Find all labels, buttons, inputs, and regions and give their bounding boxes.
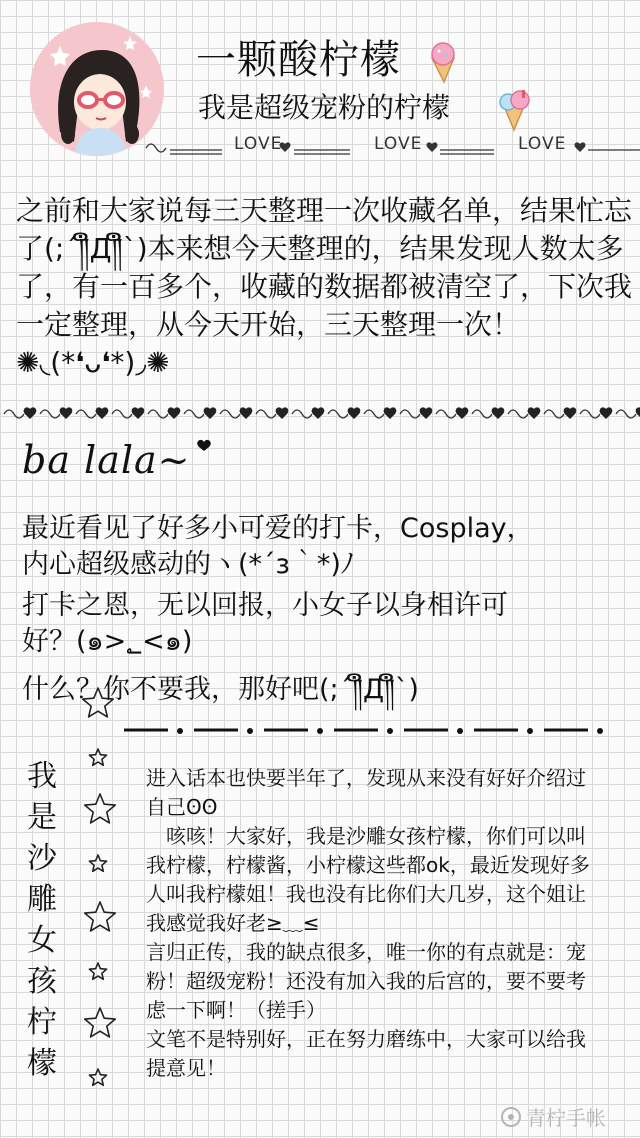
text-line: 最近看见了好多小可爱的打卡，Cosplay，	[22, 513, 534, 544]
heart-icon	[276, 407, 289, 419]
watermark-logo-icon	[500, 1106, 522, 1128]
star-icon	[85, 902, 115, 931]
star-icon	[89, 1069, 106, 1085]
vertical-title: 我是沙雕女孩柠檬	[27, 759, 57, 1081]
bio-block	[146, 764, 594, 1083]
handwriting-label: ba lala~	[22, 438, 222, 498]
heart-icon	[528, 407, 541, 419]
star-icon	[89, 749, 106, 765]
heart-icon	[636, 407, 640, 419]
heart-icon	[456, 407, 469, 419]
heart-icon	[168, 407, 181, 419]
love-label: LOVE	[374, 134, 423, 154]
star-decorations	[76, 680, 126, 1100]
heart-divider	[0, 400, 640, 428]
love-label: LOVE	[518, 134, 567, 154]
watermark	[500, 1102, 606, 1131]
heart-icon	[240, 407, 253, 419]
subtitle: 我是超级宠粉的柠檬	[198, 91, 451, 124]
heart-icon	[420, 407, 433, 419]
star-icon	[89, 855, 106, 871]
heart-icon	[384, 407, 397, 419]
intro-paragraph: 之前和大家说每三天整理一次收藏名单，结果忙忘了(;´༎ຶД༎ຶ`)本来想今天整理的，结果发现人数太多了，有一百多个，收藏的数据都被清空了，下次我一定整理，从今天开始，三天整理一次！ ✺◟(*❛ᴗ❛*)◞✺	[16, 194, 633, 379]
bio-paragraph: 文笔不是特别好，正在努力磨练中，大家可以给我提意见！	[146, 1027, 586, 1080]
text-line: 好？(๑>؂<๑)	[22, 626, 193, 657]
text-line: 打卡之恩，无以回报，小女子以身相许可	[22, 590, 508, 621]
star-icon	[89, 963, 106, 979]
heart-icon	[24, 407, 37, 419]
star-icon	[83, 688, 113, 717]
bio-paragraph: 进入话本也快要半年了，发现从来没有好好介绍过自己ʘʘ	[146, 766, 586, 819]
heart-icon	[96, 407, 109, 419]
heart-icon	[132, 407, 145, 419]
bio-paragraph: 咳咳！大家好，我是沙雕女孩柠檬，你们可以叫我柠檬，柠檬酱，小柠檬这些都ok，最近发现好多人叫我柠檬姐！我也没有比你们大几岁，这个姐让我感觉我好老≥﹏≤	[146, 824, 590, 935]
heart-icon	[492, 407, 505, 419]
text-line: 内心超级感动的ヽ(*´з｀*)ﾉ	[22, 549, 355, 580]
ice-cream-icon	[424, 40, 464, 88]
page-title: 一颗酸柠檬	[196, 37, 401, 83]
heart-icon	[60, 407, 73, 419]
watermark-text: 青柠手帐	[526, 1106, 606, 1130]
heart-icon	[312, 407, 325, 419]
bio-paragraph: 言归正传，我的缺点很多，唯一你的有点就是：宠粉！超级宠粉！还没有加入我的后宫的，要不要考虑一下啊！（搓手）	[146, 940, 586, 1022]
love-label: LOVE	[234, 134, 283, 154]
ice-cream-icon	[496, 88, 536, 136]
star-icon	[85, 794, 115, 823]
heart-icon	[196, 438, 212, 452]
dash-dot-divider	[120, 718, 620, 740]
heart-icon	[204, 407, 217, 419]
heart-icon	[564, 407, 577, 419]
star-icon	[85, 1008, 115, 1037]
text-line: 什么？你不要我，那好吧(;´༎ຶД༎ຶ`)	[22, 674, 419, 705]
heart-icon	[600, 407, 613, 419]
heart-icon	[348, 407, 361, 419]
